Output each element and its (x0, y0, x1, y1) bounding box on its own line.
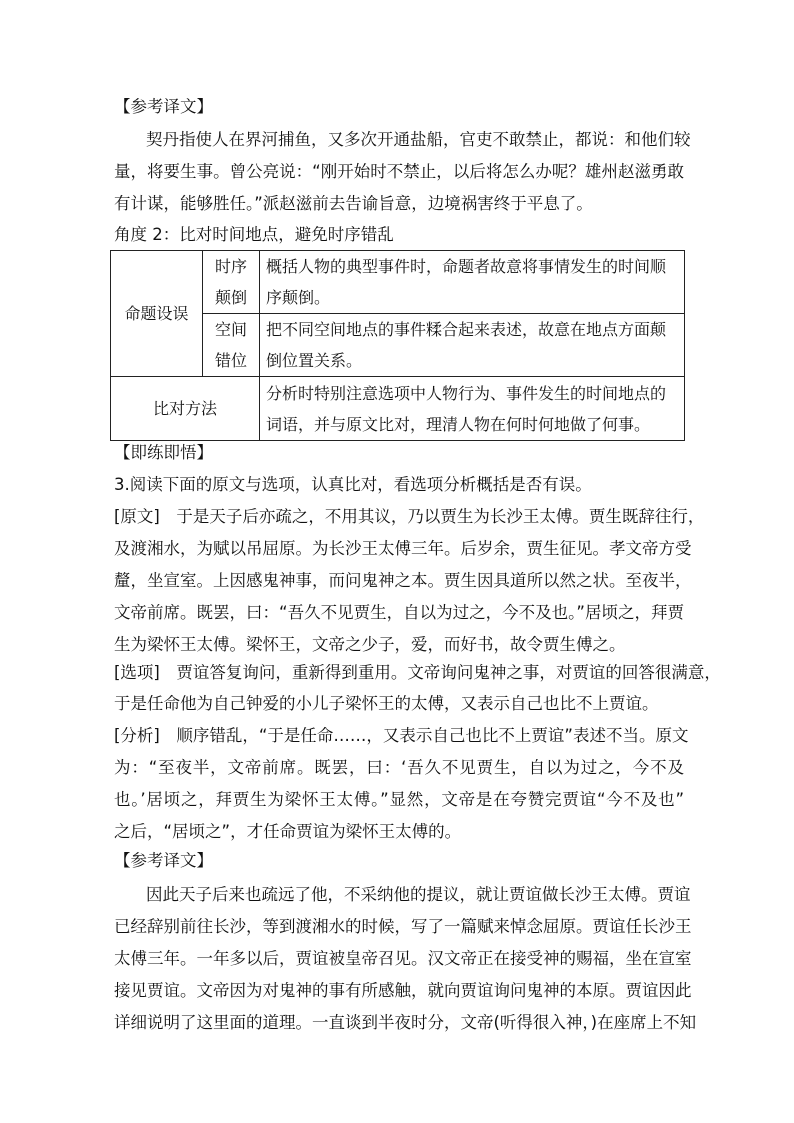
original-text-line: 及渡湘水，为赋以吊屈原。为长沙王太傅三年。后岁余，贾生征见。孝文帝方受 (114, 539, 692, 558)
analysis-text-line: [分析] 顺序错乱，“于是任命……，又表示自己也比不上贾谊”表述不当。原文 (114, 726, 689, 745)
section-heading: 【参考译文】 (114, 851, 213, 870)
paragraph-line: 契丹指使人在界河捕鱼，又多次开通盐船，官吏不敢禁止，都说：和他们较 (146, 130, 691, 149)
analysis-text-line: 之后，“居顷之”，才任命贾谊为梁怀王太傅的。 (114, 822, 462, 841)
section-heading: 【参考译文】 (114, 97, 213, 116)
option-text-line: 于是任命他为自己钟爱的小儿子梁怀王的太傅，又表示自己也比不上贾谊。 (114, 694, 659, 713)
original-text-line: 文帝前席。既罢，曰：“吾久不见贾生，自以为过之，今不及也。”居顷之，拜贾 (114, 603, 684, 622)
paragraph-line: 量，将要生事。曾公亮说：“刚开始时不禁止，以后将怎么办呢？雄州赵滋勇敢 (114, 162, 684, 181)
original-text-line: 生为梁怀王太傅。梁怀王，文帝之少子，爱，而好书，故令贾生傅之。 (114, 635, 626, 654)
paragraph-line: 接见贾谊。文帝因为对鬼神的事有所感触，就向贾谊询问鬼神的本原。贾谊因此 (114, 981, 692, 1000)
paragraph-line: 因此天子后来也疏远了他，不采纳他的提议，就让贾谊做长沙王太傅。贾谊 (146, 885, 691, 904)
table-cell-description: 把不同空间地点的事件糅合起来表述，故意在地点方面颠倒位置关系。 (260, 314, 685, 377)
paragraph-line: 有计谋，能够胜任。”派赵滋前去告谕旨意，边境祸害终于平息了。 (114, 194, 593, 213)
analysis-text-line: 也。’居顷之，拜贾生为梁怀王太傅。”显然，文帝是在夸赞完贾谊“今不及也” (114, 790, 684, 809)
original-text-line: 釐，坐宣室。上因感鬼神事，而问鬼神之本。贾生因具道所以然之状。至夜半， (114, 571, 692, 590)
table-cell-subtype: 空间错位 (203, 314, 260, 377)
original-text-line: [原文] 于是天子后亦疏之，不用其议，乃以贾生为长沙王太傅。贾生既辞往行， (114, 507, 705, 526)
question-text: 3.阅读下面的原文与选项，认真比对，看选项分析概括是否有误。 (114, 475, 592, 494)
paragraph-line: 太傅三年。一年多以后，贾谊被皇帝召见。汉文帝正在接受神的赐福，坐在宣室 (114, 949, 692, 968)
option-text-line: [选项] 贾谊答复询问，重新得到重用。文帝询问鬼神之事，对贾谊的回答很满意， (114, 663, 721, 682)
table-cell-description: 概括人物的典型事件时，命题者故意将事情发生的时间顺序颠倒。 (260, 251, 685, 314)
method-table (110, 250, 685, 441)
table-cell-description: 分析时特别注意选项中人物行为、事件发生的时间地点的词语，并与原文比对，理清人物在何时何地做了何事。 (260, 377, 685, 441)
angle-title: 角度 2：比对时间地点，避免时序错乱 (114, 225, 394, 244)
section-heading: 【即练即悟】 (114, 443, 213, 462)
table-cell-subtype: 时序颠倒 (203, 251, 260, 314)
analysis-text-line: 为：“至夜半，文帝前席。既罢，曰：‘吾久不见贾生，自以为过之，今不及 (114, 758, 684, 777)
table-row (111, 251, 685, 314)
paragraph-line: 已经辞别前往长沙，等到渡湘水的时候，写了一篇赋来悼念屈原。贾谊任长沙王 (114, 917, 692, 936)
table-cell-group-label: 命题设误 (111, 251, 203, 377)
table-row (111, 377, 685, 441)
paragraph-line: 详细说明了这里面的道理。一直谈到半夜时分，文帝(听得很入神，)在座席上不知 (114, 1013, 697, 1032)
table-cell-group-label: 比对方法 (111, 377, 260, 441)
